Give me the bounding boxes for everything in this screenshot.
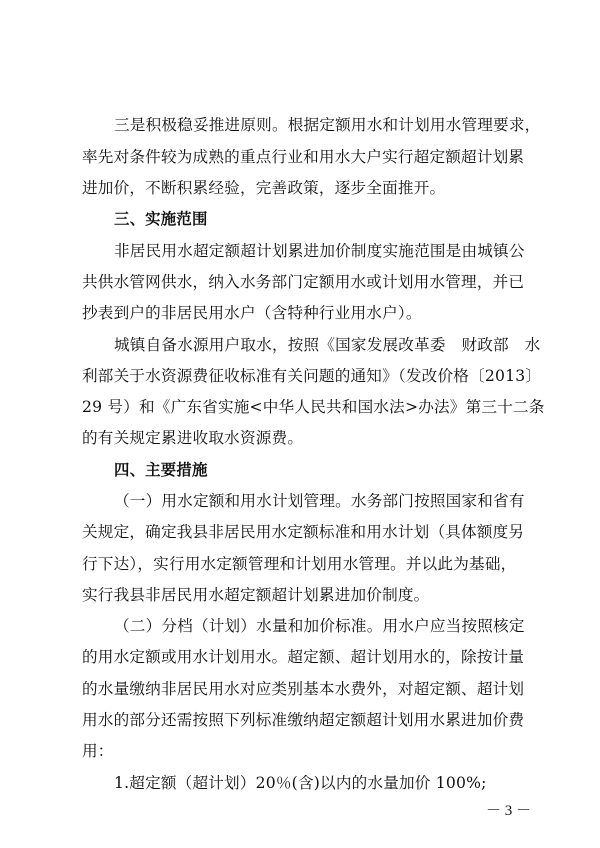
para-line-2: 率先对条件较为成熟的重点行业和用水大户实行超定额超计划累	[82, 148, 525, 166]
para-line-6: 共供水管网供水，纳入水务部门定额用水或计划用水管理，并已	[82, 273, 525, 291]
para-line-3: 进加价，不断积累经验，完善政策，逐步全面推开。	[82, 179, 446, 197]
para-line-16: 实行我县非居民用水超定额超计划累进加价制度。	[82, 586, 430, 604]
para-line-17: （二）分档（计划）水量和加价标准。用水户应当按照核定	[114, 617, 525, 635]
para-line-15: 行下达），实行用水定额管理和计划用水管理。并以此为基础，	[82, 555, 517, 573]
para-line-11: 的有关规定累进收取水资源费。	[82, 429, 304, 447]
para-line-19: 的水量缴纳非居民用水对应类别基本水费外，对超定额、超计划	[82, 680, 525, 698]
para-line-7: 抄表到户的非居民用水户（含特种行业用水户）。	[82, 304, 422, 322]
para-line-5: 非居民用水超定额超计划累进加价制度实施范围是由城镇公	[114, 242, 525, 260]
para-line-8: 城镇自备水源用户取水，按照《国家发展改革委 财政部 水	[114, 336, 541, 354]
para-line-9: 利部关于水资源费征收标准有关问题的通知》（发改价格〔2013〕	[82, 367, 542, 385]
para-line-20: 用水的部分还需按照下列标准缴纳超定额超计划用水累进加价费	[82, 711, 525, 729]
para-line-14: 关规定，确定我县非居民用水定额标准和用水计划（具体额度另	[82, 523, 525, 541]
para-line-18: 的用水定额或用水计划用水。超定额、超计划用水的，除按计量	[82, 648, 525, 666]
para-line-22: 1.超定额（超计划）20％(含)以内的水量加价 100%;	[114, 774, 487, 792]
section-heading-scope: 三、实施范围	[114, 210, 208, 228]
para-line-1: 三是积极稳妥推进原则。根据定额用水和计划用水管理要求，	[114, 116, 541, 134]
section-heading-measures: 四、主要措施	[114, 461, 208, 479]
para-line-10: 29 号）和《广东省实施<中华人民共和国水法>办法》第三十二条	[82, 398, 545, 416]
para-line-13: （一）用水定额和用水计划管理。水务部门按照国家和省有	[114, 492, 525, 510]
page-number: － 3 －	[486, 803, 532, 819]
para-line-21: 用：	[82, 742, 114, 760]
